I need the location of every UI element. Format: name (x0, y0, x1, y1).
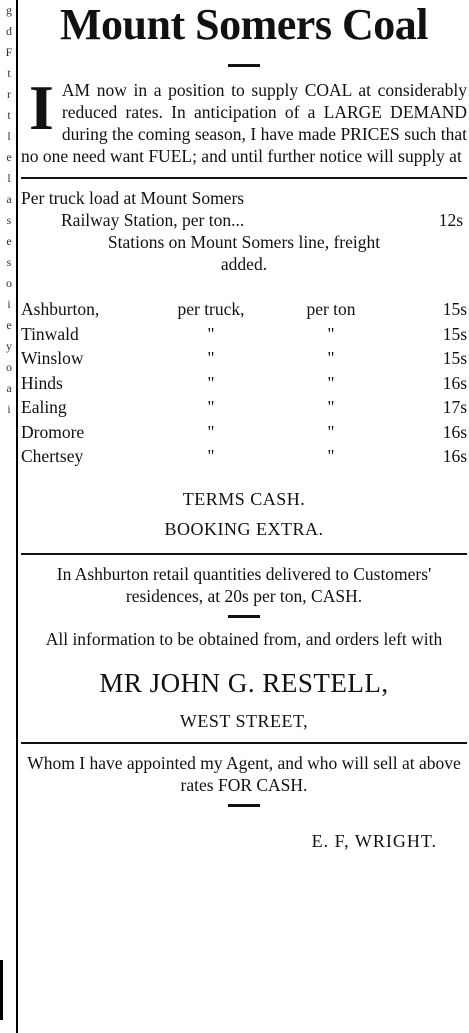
railway-station-text: Railway Station, per ton... (61, 210, 245, 230)
table-row (21, 444, 467, 469)
margin-mark (0, 960, 3, 1020)
margin-fragment: a (6, 192, 12, 206)
rate-place: Winslow (21, 348, 84, 368)
margin-fragment: i (7, 402, 11, 416)
margin-fragment: t (7, 66, 11, 80)
rate-unit-2: " (327, 446, 335, 466)
rate-place: Dromore (21, 421, 85, 442)
margin-fragment: y (6, 339, 12, 353)
rate-price: 16s (442, 421, 467, 442)
rate-price: 15s (442, 323, 467, 344)
margin-fragment: g (6, 3, 12, 17)
rate-unit: " (207, 397, 215, 417)
rate-unit-2: " (327, 372, 335, 393)
margin-fragment: r (7, 87, 11, 101)
rate-place: Tinwald (21, 323, 79, 344)
rate-unit-2: " (327, 348, 335, 368)
margin-fragment: a (6, 381, 12, 395)
table-row (21, 297, 467, 322)
stations-line: Stations on Mount Somers line, freight (107, 232, 381, 252)
margin-fragment: e (6, 150, 12, 164)
divider-2 (228, 615, 260, 618)
section-rule-2 (21, 553, 467, 555)
stations-line-2: added. (220, 254, 268, 274)
rate-place: Chertsey (21, 446, 84, 466)
terms-cash: TERMS CASH. (182, 488, 306, 509)
title-divider (228, 64, 260, 67)
rate-unit: " (207, 421, 215, 442)
rate-price: 16s (442, 446, 467, 466)
per-truck-line: Per truck load at Mount Somers (21, 188, 245, 208)
rate-place: Ashburton, (21, 299, 100, 319)
rate-unit-2: " (327, 421, 335, 442)
intro-paragraph (21, 72, 467, 167)
margin-fragment: l (7, 129, 11, 143)
rate-price: 15s (442, 348, 467, 368)
appointed-paragraph: Whom I have appointed my Agent, and who will sell at above rates FOR CASH. (27, 752, 461, 795)
margin-fragment: s (6, 213, 12, 227)
divider-3 (228, 804, 260, 807)
rate-place: Hinds (21, 372, 63, 393)
margin-fragment: l (7, 171, 11, 185)
rate-unit: " (207, 348, 215, 368)
column-rule (16, 0, 18, 1033)
booking-extra: BOOKING EXTRA. (164, 518, 324, 539)
rate-unit: " (207, 323, 215, 344)
table-row (21, 371, 467, 396)
railway-station-line (21, 209, 467, 231)
section-rule (21, 177, 467, 179)
rate-unit-2: " (327, 397, 335, 417)
agent-street: WEST STREET, (179, 710, 309, 731)
rate-unit-2: " (327, 323, 335, 344)
agent-name: MR JOHN G. RESTELL, (99, 667, 389, 698)
margin-fragment: d (6, 24, 12, 38)
table-row (21, 346, 467, 371)
railway-station-price: 12s (438, 210, 463, 230)
rate-price: 15s (442, 299, 467, 319)
drop-cap: I (29, 72, 54, 143)
margin-fragment: e (6, 318, 12, 332)
table-row (21, 420, 467, 445)
intro-text: AM now in a position to supply COAL at considerably reduced rates. In anticipation of a LARGE DEMAND during the coming season, I have made PRICES such that no one need want FUEL; and until further notice will supply at (21, 80, 467, 166)
rates-table (21, 297, 467, 469)
section-rule-3 (21, 742, 467, 744)
margin-fragment: F (5, 45, 13, 59)
margin-fragment: o (6, 276, 12, 290)
rate-unit: per truck, (177, 299, 245, 319)
margin-fragment: o (6, 360, 12, 374)
rate-unit: " (207, 446, 215, 466)
retail-paragraph: In Ashburton retail quantities delivered to Customers' residences, at 20s per ton, CASH. (56, 563, 432, 606)
margin-fragment: i (7, 297, 11, 311)
rate-unit: " (207, 372, 215, 393)
rate-price: 16s (442, 372, 467, 393)
rate-place: Ealing (21, 397, 67, 417)
advertisement (21, 0, 467, 852)
margin-fragment: s (6, 255, 12, 269)
margin-fragment: e (6, 234, 12, 248)
info-paragraph: All information to be obtained from, and orders left with (45, 628, 443, 649)
rate-price: 17s (442, 397, 467, 417)
rate-unit-2: per ton (306, 299, 356, 319)
ad-title: Mount Somers Coal (60, 0, 428, 49)
margin-fragment: t (7, 108, 11, 122)
signature: E. F, WRIGHT. (311, 830, 437, 851)
table-row (21, 322, 467, 347)
table-row (21, 395, 467, 420)
